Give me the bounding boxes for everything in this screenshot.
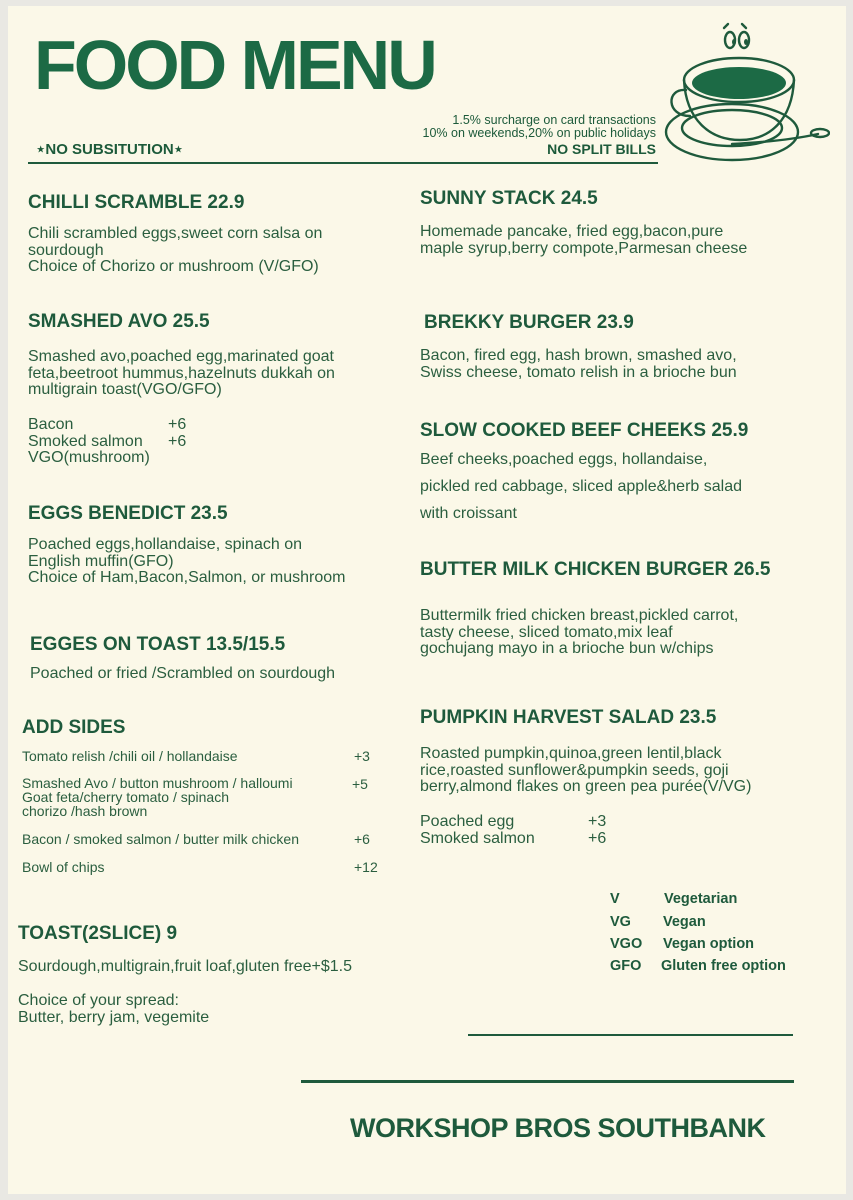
header-divider [28, 162, 658, 164]
sunny-stack-desc [420, 224, 747, 257]
chicken-burger-title: BUTTER MILK CHICKEN BURGER 26.5 [420, 559, 771, 580]
desc-line: Butter, berry jam, vegemite [18, 1008, 210, 1026]
chilli-scramble-title: CHILLI SCRAMBLE 22.9 [28, 192, 245, 213]
side-price: +5 [352, 776, 368, 792]
pumpkin-salad-title: PUMPKIN HARVEST SALAD 23.5 [420, 707, 717, 728]
extra-item [420, 814, 606, 831]
no-substitution-note: ⋆NO SUBSITUTION⋆ [36, 141, 184, 158]
desc-line: Swiss cheese, tomato relish in a brioche bun [420, 363, 737, 381]
chilli-scramble-desc [28, 226, 322, 276]
desc-line: tasty cheese, sliced tomato,mix leaf [420, 623, 673, 641]
legend-meaning: Gluten free option [661, 958, 786, 974]
eggs-on-toast-desc [30, 666, 335, 683]
beef-cheeks-desc [420, 446, 742, 527]
side-price: +12 [354, 859, 378, 875]
desc-line: Bacon, fired egg, hash brown, smashed avo, [420, 347, 737, 364]
legend-meaning: Vegan [663, 914, 706, 930]
toast-breads: Sourdough,multigrain,fruit loaf,gluten free+$1.5 [18, 958, 352, 975]
side-row [22, 776, 293, 818]
desc-line: Chili scrambled eggs,sweet corn salsa on [28, 225, 323, 242]
desc-line: Choice of Chorizo or mushroom (V/GFO) [28, 258, 319, 275]
desc-line: berry,almond flakes on green pea purée(V/VG) [420, 778, 752, 795]
sunny-stack-title: SUNNY STACK 24.5 [420, 188, 598, 209]
toast-title: TOAST(2SLICE) 9 [18, 923, 178, 944]
eggs-benedict-title: EGGS BENEDICT 23.5 [28, 503, 228, 524]
extra-item [420, 831, 606, 848]
extra-name: VGO(mushroom) [28, 449, 150, 466]
add-sides-title: ADD SIDES [22, 717, 126, 738]
surcharge-line-2: 10% on weekends,20% on public holidays [422, 126, 656, 140]
side-row: Tomato relish /chili oil / hollandaise [22, 748, 238, 764]
smashed-avo-title: SMASHED AVO 25.5 [28, 311, 210, 332]
desc-line: with croissant [420, 505, 517, 522]
side-line: Smashed Avo / button mushroom / halloumi [22, 775, 293, 791]
surcharge-note [423, 114, 657, 140]
desc-line: maple syrup,berry compote,Parmesan cheese [420, 239, 748, 257]
pumpkin-salad-extras [420, 814, 606, 847]
no-split-bills-note: NO SPLIT BILLS [547, 141, 656, 157]
extra-item [28, 417, 186, 434]
toast-spreads [18, 993, 209, 1026]
menu-page [8, 6, 846, 1194]
beef-cheeks-title: SLOW COOKED BEEF CHEEKS 25.9 [420, 420, 749, 441]
desc-line: Smashed avo,poached egg,marinated goat [28, 348, 334, 365]
legend-meaning: Vegetarian [664, 891, 738, 907]
desc-line: Homemade pancake, fried egg,bacon,pure [420, 223, 724, 240]
desc-line: rice,roasted sunflower&pumpkin seeds, goji [420, 761, 729, 779]
extra-price: +6 [168, 432, 187, 450]
desc-line: Choice of Ham,Bacon,Salmon, or mushroom [28, 569, 346, 586]
extra-item [28, 450, 186, 467]
desc-line: Beef cheeks,poached eggs, hollandaise, [420, 451, 708, 468]
legend-meaning: Vegan option [663, 936, 755, 952]
desc-line: Choice of your spread: [18, 992, 179, 1009]
pumpkin-salad-desc [420, 746, 751, 796]
page-title: FOOD MENU [34, 26, 435, 104]
extra-price: +3 [588, 813, 607, 830]
coffee-cup-icon [660, 20, 830, 168]
brekky-burger-title: BREKKY BURGER 23.9 [424, 312, 634, 333]
side-price: +3 [354, 748, 370, 764]
legend-code: VGO [610, 936, 643, 952]
footer-divider-long [301, 1080, 794, 1083]
desc-line: Poached or fried /Scrambled on sourdough [30, 665, 336, 682]
side-row: Bowl of chips [22, 859, 105, 875]
smashed-avo-extras [28, 417, 186, 467]
legend-code: VG [610, 914, 631, 930]
extra-price: +6 [588, 829, 607, 847]
eggs-benedict-desc [28, 537, 345, 587]
extra-name: Bacon [28, 416, 74, 433]
desc-line: multigrain toast(VGO/GFO) [28, 381, 222, 398]
extra-name: Smoked salmon [420, 829, 535, 847]
brekky-burger-desc [420, 348, 737, 381]
surcharge-line-1: 1.5% surcharge on card transactions [452, 113, 656, 127]
extra-name: Poached egg [420, 813, 515, 830]
desc-line: English muffin(GFO) [28, 552, 174, 570]
side-line: Goat feta/cherry tomato / spinach [22, 789, 229, 805]
desc-line: pickled red cabbage, sliced apple&herb salad [420, 478, 742, 495]
legend-code: GFO [610, 958, 642, 974]
eggs-on-toast-title: EGGES ON TOAST 13.5/15.5 [30, 634, 286, 655]
desc-line: feta,beetroot hummus,hazelnuts dukkah on [28, 364, 335, 382]
side-price: +6 [354, 831, 370, 847]
desc-line: Buttermilk fried chicken breast,pickled carrot, [420, 607, 739, 624]
extra-name: Smoked salmon [28, 432, 143, 450]
side-row: Bacon / smoked salmon / butter milk chicken [22, 831, 300, 847]
side-line: chorizo /hash brown [22, 803, 148, 819]
chicken-burger-desc [420, 608, 738, 658]
desc-line: gochujang mayo in a brioche bun w/chips [420, 640, 714, 657]
smashed-avo-desc [28, 349, 335, 399]
extra-price: +6 [168, 416, 187, 433]
restaurant-name: WORKSHOP BROS SOUTHBANK [350, 1113, 766, 1143]
desc-line: Poached eggs,hollandaise, spinach on [28, 536, 302, 553]
desc-line: sourdough [28, 241, 104, 259]
footer-divider-short [468, 1034, 793, 1036]
desc-line: Roasted pumpkin,quinoa,green lentil,black [420, 745, 722, 762]
legend-code: V [610, 891, 620, 907]
extra-item [28, 434, 186, 451]
